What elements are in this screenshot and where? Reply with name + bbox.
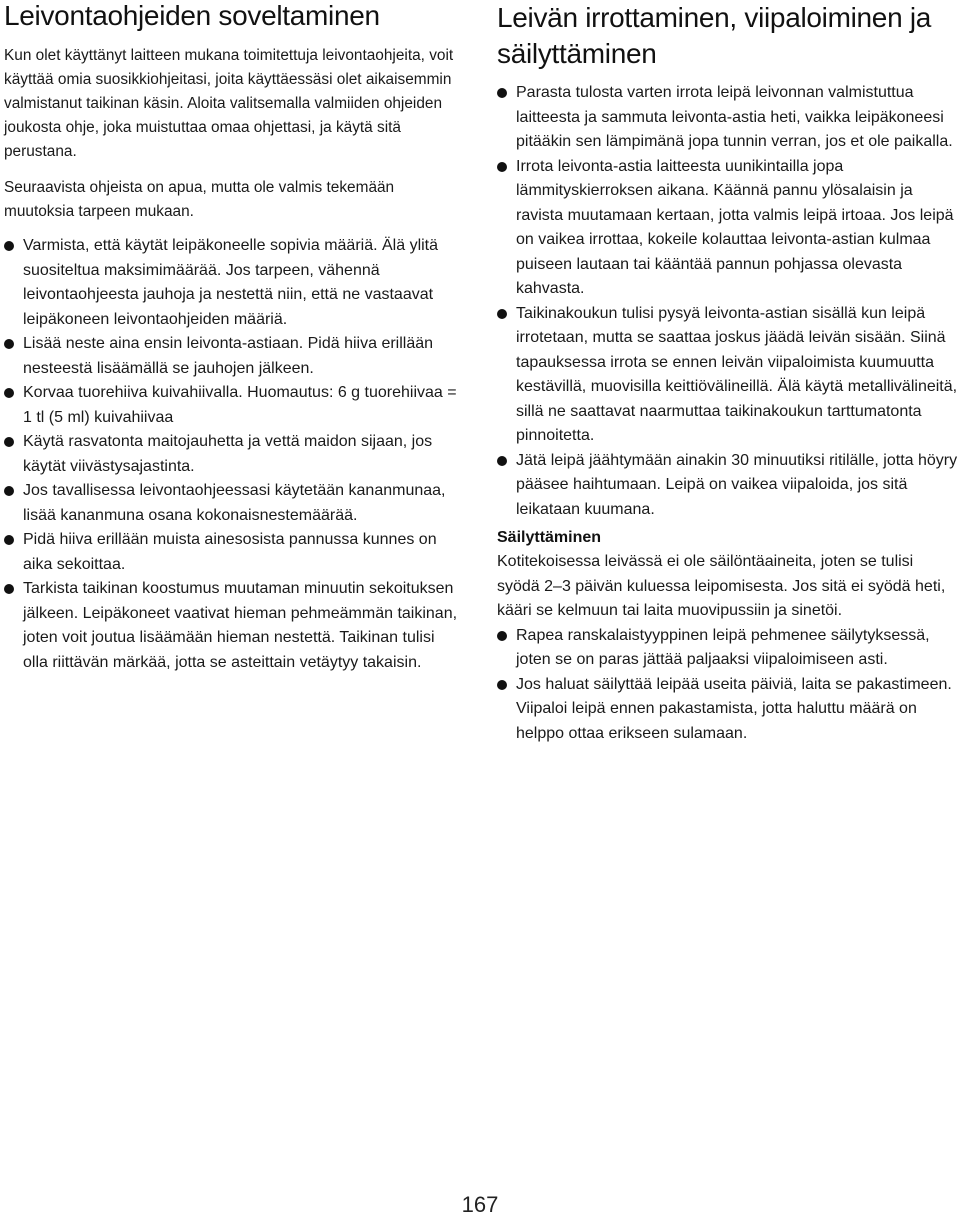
removal-tips-list: [497, 81, 960, 522]
storage-paragraph: Kotitekoisessa leivässä ei ole säilöntäaineita, joten se tulisi syödä 2–3 päivän kuluessa leipomisesta. Jos sitä ei syödä heti, kääri se kelmuun tai laita muovipussiin ja sinetöi.: [497, 553, 946, 619]
list-item: Parasta tulosta varten irrota leipä leivonnan valmistuttua laitteesta ja sammuta leivonta-astia heti, vaikka leipäkoneesi pitääkin sen lämpimänä jopa tunnin verran, jos et ole paikalla.: [497, 81, 960, 155]
list-item: Jos tavallisessa leivontaohjeessasi käytetään kananmunaa, lisää kananmuna osana kokonaisnestemäärää.: [4, 479, 460, 528]
bullet-icon: [4, 339, 14, 349]
page-number: 167: [461, 1192, 499, 1217]
list-item: Jätä leipä jäähtymään ainakin 30 minuutiksi ritilälle, jotta höyry pääsee haihtumaan. Leipä on vaikea viipaloida, jos sitä leikataan kuumana.: [497, 449, 960, 523]
section-title-removing-bread: Leivän irrottaminen, viipaloiminen ja säilyttäminen: [497, 2, 932, 69]
list-item: Tarkista taikinan koostumus muutaman minuutin sekoituksen jälkeen. Leipäkoneet vaativat hieman pehmeämmän taikinan, joten voit joutua lisäämään hieman nestettä. Taikinan tulisi olla riittävän märkää, jotta se asteittain vetäytyy takaisin.: [4, 577, 460, 675]
bullet-icon: [497, 309, 507, 319]
storage-tips-list: [497, 624, 960, 747]
list-item: Jos haluat säilyttää leipää useita päiviä, laita se pakastimeen. Viipaloi leipä ennen pakastamista, jotta haluttu määrä on helppo ottaa erikseen sulamaan.: [497, 673, 960, 747]
list-item: Pidä hiiva erillään muista ainesosista pannussa kunnes on aika sekoittaa.: [4, 528, 460, 577]
list-item: Taikinakoukun tulisi pysyä leivonta-astian sisällä kun leipä irrotetaan, mutta se saattaa joskus jäädä leivän sisään. Siinä tapauksessa irrota se ennen leivän viipaloimista kuumuutta kestävillä, muovisilla keittiövälineillä. Älä käytä metallivälineitä, sillä ne saattavat naarmuttaa taikinakoukun tarttumatonta pinnoitetta.: [497, 302, 960, 449]
right-column: [497, 0, 960, 746]
tips-list: [4, 234, 460, 675]
storage-heading: Säilyttäminen: [497, 529, 602, 546]
left-column: [4, 0, 460, 675]
list-item: Lisää neste aina ensin leivonta-astiaan. Pidä hiiva erillään nesteestä lisäämällä se jauhojen jälkeen.: [4, 332, 460, 381]
bullet-icon: [497, 680, 507, 690]
bullet-icon: [4, 535, 14, 545]
list-item: Käytä rasvatonta maitojauhetta ja vettä maidon sijaan, jos käytät viivästysajastinta.: [4, 430, 460, 479]
bullet-icon: [4, 584, 14, 594]
intro-paragraph: Kun olet käyttänyt laitteen mukana toimitettuja leivontaohjeita, voit käyttää omia suosikkiohjeitasi, joita käyttäessäsi olet aikaisemmin valmistanut taikinan käsin. Aloita valitsemalla valmiiden ohjeiden joukosta ohje, joka muistuttaa omaa ohjettasi, ja käytä sitä perustana.: [4, 47, 454, 160]
section-title-adapting-recipes: Leivontaohjeiden soveltaminen: [4, 0, 380, 31]
bullet-icon: [4, 388, 14, 398]
bullet-icon: [497, 162, 507, 172]
bullet-icon: [4, 486, 14, 496]
intro-paragraph-2: Seuraavista ohjeista on apua, mutta ole valmis tekemään muutoksia tarpeen mukaan.: [4, 179, 395, 220]
list-item: Irrota leivonta-astia laitteesta uunikintailla jopa lämmityskierroksen aikana. Käännä pannu ylösalaisin ja ravista muutamaan kertaan, jotta valmis leipä irtoaa. Jos leipä on vaikea irrottaa, kokeile kolauttaa leivonta-astian kulmaa puiseen lautaan tai kääntää pannun pohjassa olevasta kahvasta.: [497, 155, 960, 302]
list-item: Varmista, että käytät leipäkoneelle sopivia määriä. Älä ylitä suositeltua maksimimäärää. Jos tarpeen, vähennä leivontaohjeesta jauhoja ja nestettä niin, että ne vastaavat leipäkoneen leivontaohjeiden määriä.: [4, 234, 460, 332]
bullet-icon: [4, 241, 14, 251]
bullet-icon: [4, 437, 14, 447]
list-item: Korvaa tuorehiiva kuivahiivalla. Huomautus: 6 g tuorehiivaa = 1 tl (5 ml) kuivahiivaa: [4, 381, 460, 430]
list-item: Rapea ranskalaistyyppinen leipä pehmenee säilytyksessä, joten se on paras jättää paljaaksi viipaloimiseen asti.: [497, 624, 960, 673]
bullet-icon: [497, 88, 507, 98]
bullet-icon: [497, 456, 507, 466]
bullet-icon: [497, 631, 507, 641]
